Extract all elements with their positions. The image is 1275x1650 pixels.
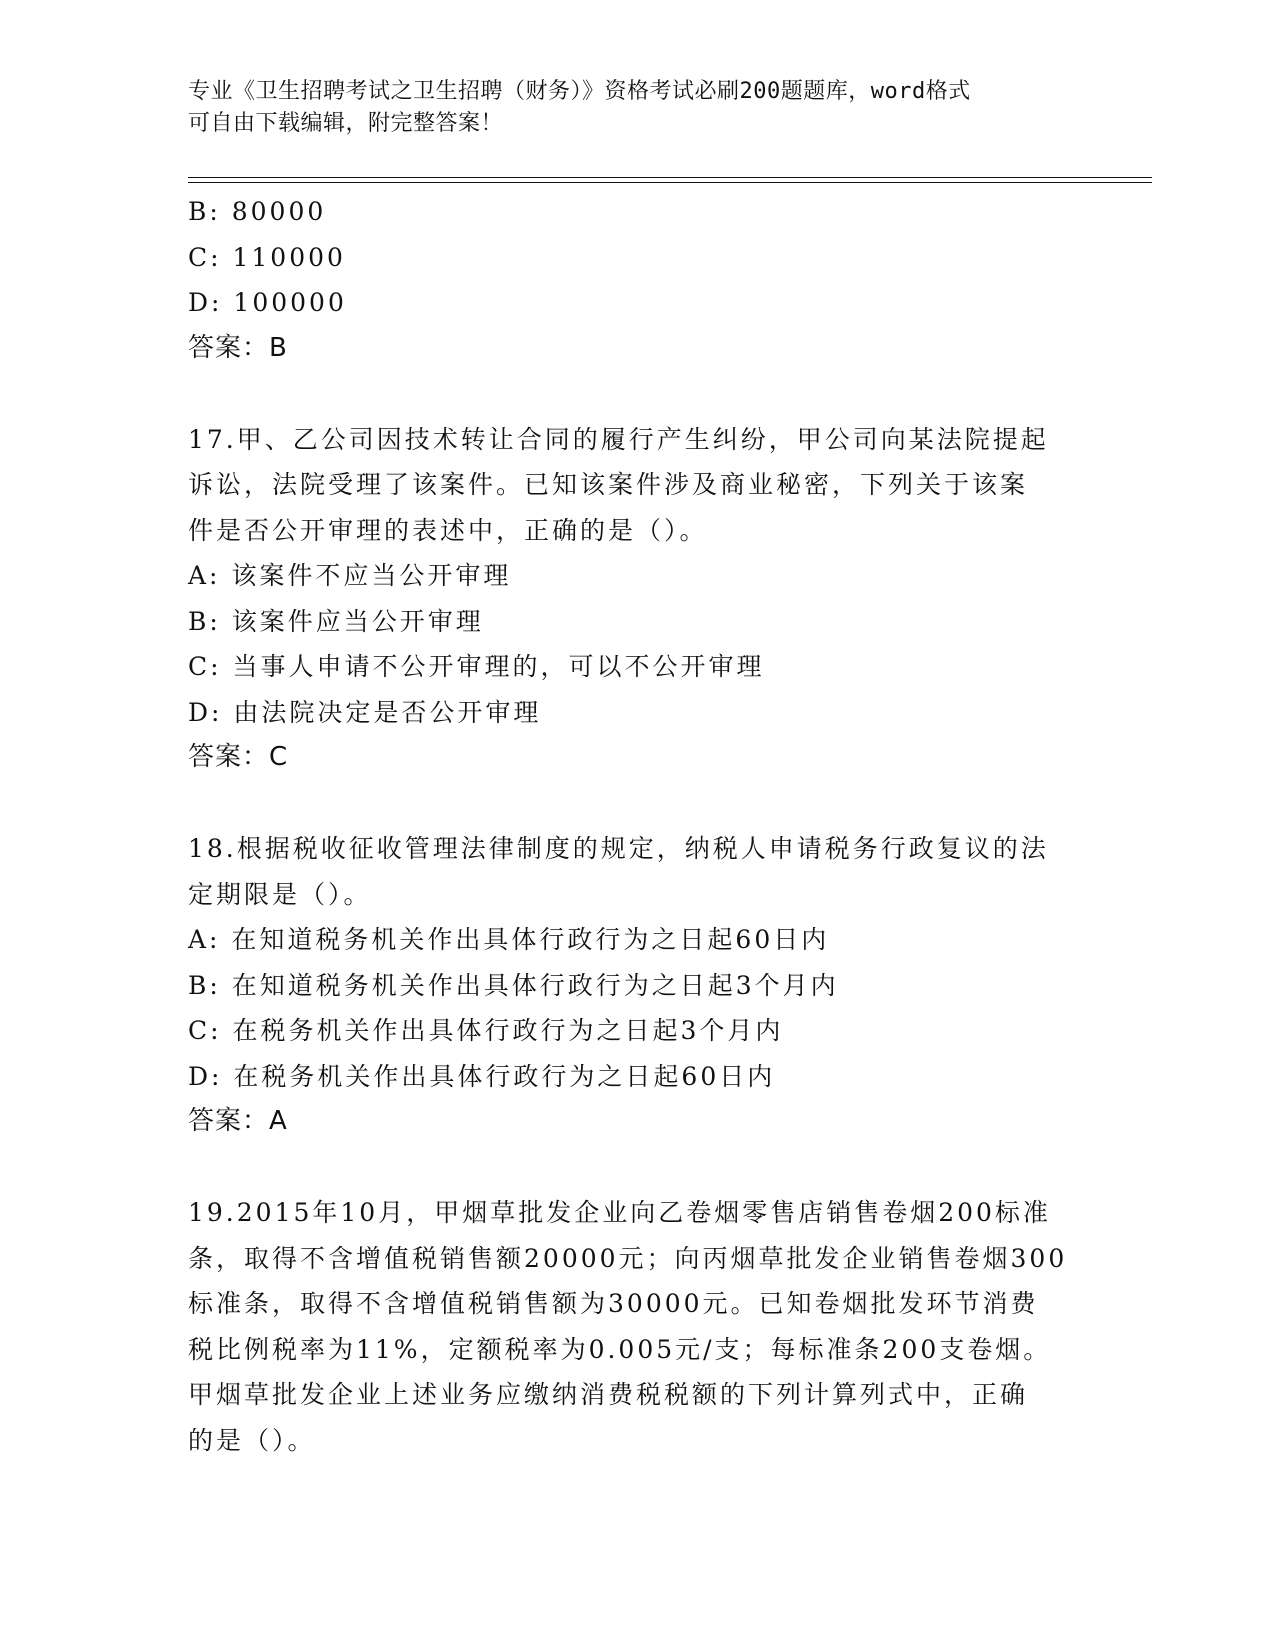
question-stem-line: 诉讼，法院受理了该案件。已知该案件涉及商业秘密，下列关于该案 xyxy=(188,470,1029,499)
question-stem-line: 税比例税率为11%，定额税率为0.005元/支；每标准条200支卷烟。 xyxy=(188,1334,1052,1364)
page-header xyxy=(188,76,1068,140)
option-b: B: 80000 xyxy=(188,197,327,226)
option-a: A: 该案件不应当公开审理 xyxy=(188,561,512,590)
question-stem-line: 18.根据税收征收管理法律制度的规定，纳税人申请税务行政复议的法 xyxy=(188,834,1049,863)
answer: 答案：A xyxy=(188,1106,288,1136)
answer: 答案：B xyxy=(188,332,288,363)
header-divider-bottom xyxy=(188,182,1152,183)
question-stem-line: 标准条，取得不含增值税销售额为30000元。已知卷烟批发环节消费 xyxy=(188,1289,1039,1318)
document-body xyxy=(188,189,1088,1463)
option-c: C: 当事人申请不公开审理的，可以不公开审理 xyxy=(188,652,765,681)
option-b: B: 该案件应当公开审理 xyxy=(188,606,484,636)
spacer xyxy=(188,1145,1088,1191)
option-d: D: 在税务机关作出具体行政行为之日起60日内 xyxy=(188,1061,776,1091)
question-stem-line: 件是否公开审理的表述中，正确的是（）。 xyxy=(188,515,708,545)
question-stem-line: 17.甲、乙公司因技术转让合同的履行产生纠纷，甲公司向某法院提起 xyxy=(188,424,1049,454)
spacer xyxy=(188,781,1088,827)
header-divider-top xyxy=(188,177,1152,178)
answer: 答案：C xyxy=(188,742,289,772)
header-line-2: 可自由下载编辑，附完整答案！ xyxy=(188,111,504,136)
option-a: A: 在知道税务机关作出具体行政行为之日起60日内 xyxy=(188,925,830,954)
option-d: D: 100000 xyxy=(188,288,347,317)
question-stem-line: 定期限是（）。 xyxy=(188,879,372,909)
question-stem-line: 条，取得不含增值税销售额20000元；向丙烟草批发企业销售卷烟300 xyxy=(188,1243,1068,1273)
header-line-1: 专业《卫生招聘考试之卫生招聘（财务）》资格考试必刷200题题库，word格式 xyxy=(188,79,971,104)
question-stem-line: 的是（）。 xyxy=(188,1425,316,1455)
option-d: D: 由法院决定是否公开审理 xyxy=(188,697,542,727)
question-16-tail xyxy=(188,189,1088,371)
question-17 xyxy=(188,417,1088,781)
question-18 xyxy=(188,826,1088,1145)
question-19 xyxy=(188,1190,1088,1463)
question-stem-line: 甲烟草批发企业上述业务应缴纳消费税税额的下列计算列式中，正确 xyxy=(188,1380,1029,1409)
option-c: C: 在税务机关作出具体行政行为之日起3个月内 xyxy=(188,1016,784,1045)
question-stem-line: 19.2015年10月，甲烟草批发企业向乙卷烟零售店销售卷烟200标准 xyxy=(188,1198,1051,1227)
spacer xyxy=(188,371,1088,417)
option-b: B: 在知道税务机关作出具体行政行为之日起3个月内 xyxy=(188,970,839,1000)
option-c: C: 110000 xyxy=(188,242,346,272)
